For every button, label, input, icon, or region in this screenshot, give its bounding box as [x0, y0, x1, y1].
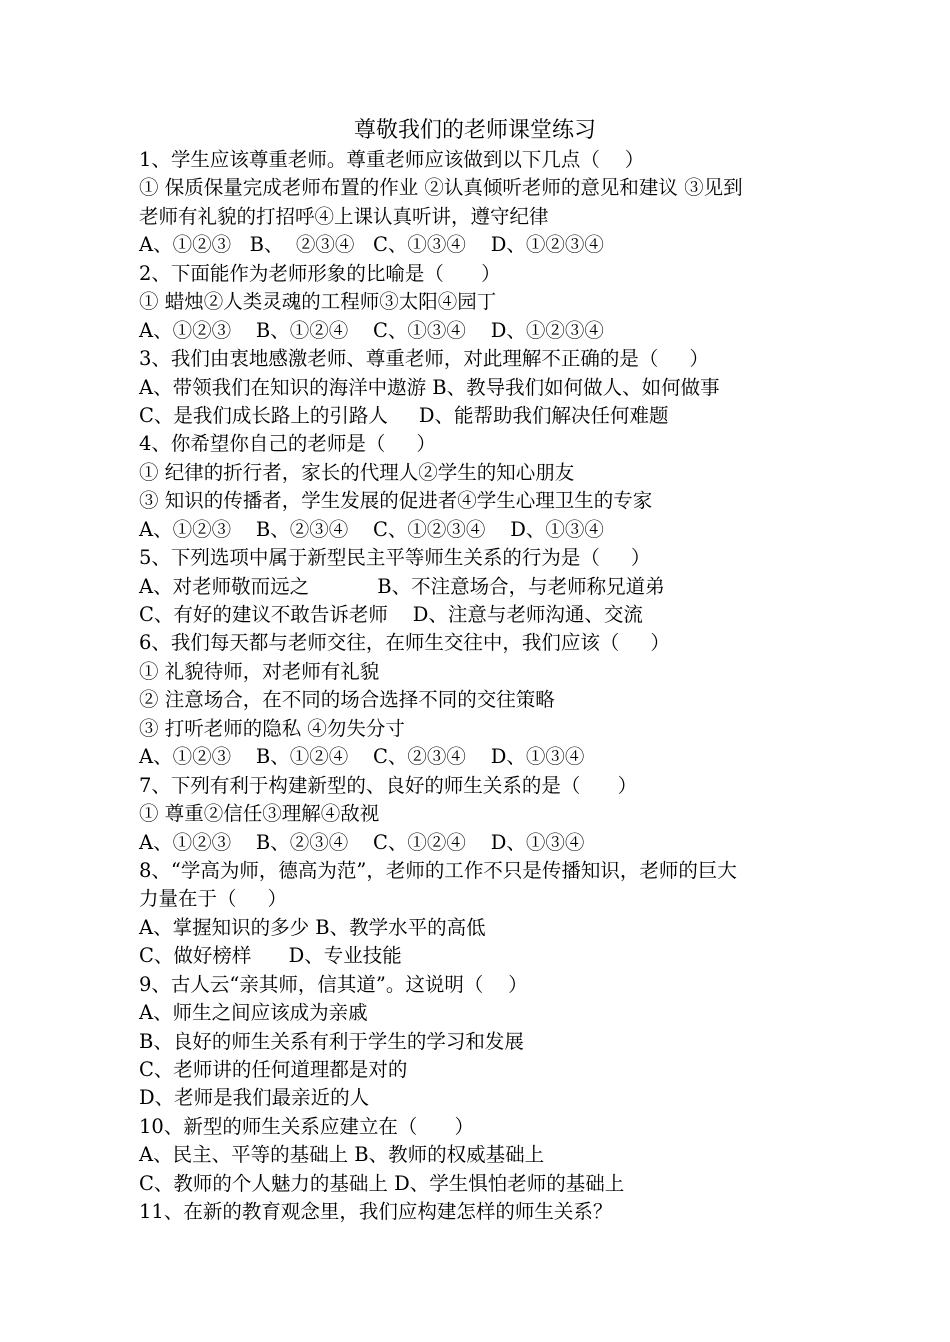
text-line: 6、我们每天都与老师交往，在师生交往中，我们应该（ ）	[139, 631, 670, 655]
text-line: 1、学生应该尊重老师。尊重老师应该做到以下几点（ ）	[139, 148, 645, 171]
text-line: 11、在新的教育观念里，我们应构建怎样的师生关系？	[139, 1200, 613, 1224]
text-line: ① 礼貌待师，对老师有礼貌	[139, 659, 380, 683]
text-line: A、掌握知识的多少 B、教学水平的高低	[139, 915, 486, 939]
text-line: ① 尊重②信任③理解④敌视	[139, 802, 380, 826]
text-line: A、对老师敬而远之 B、不注意场合，与老师称兄道弟	[139, 574, 665, 598]
text-line: C、有好的建议不敢告诉老师 D、注意与老师沟通、交流	[139, 603, 643, 626]
text-line: ② 注意场合，在不同的场合选择不同的交往策略	[139, 688, 555, 712]
text-line: ① 纪律的折行者，家长的代理人②学生的知心朋友	[139, 460, 575, 484]
text-line: D、老师是我们最亲近的人	[139, 1086, 370, 1110]
text-line: A、①②③ B、①②④ C、②③④ D、①③④	[139, 745, 585, 769]
text-line: 老师有礼貌的打招呼④上课认真听讲，遵守纪律	[139, 204, 549, 228]
text-line: A、①②③ B、①②④ C、①③④ D、①②③④	[139, 318, 604, 342]
text-line: 4、你希望你自己的老师是（ ）	[139, 432, 436, 456]
text-line: C、教师的个人魅力的基础上 D、学生惧怕老师的基础上	[139, 1171, 625, 1195]
text-line: A、带领我们在知识的海洋中遨游 B、教导我们如何做人、如何做事	[139, 375, 720, 399]
text-line: 力量在于（ ）	[139, 887, 287, 911]
text-line: A、师生之间应该成为亲戚	[139, 1001, 368, 1025]
text-line: A、①②③ B、②③④ C、①②④ D、①③④	[139, 830, 585, 854]
text-line: ③ 知识的传播者，学生发展的促进者④学生心理卫生的专家	[139, 489, 653, 513]
text-line: A、①②③ B、②③④ C、①②③④ D、①③④	[139, 517, 604, 541]
text-line: ③ 打听老师的隐私 ④勿失分寸	[139, 716, 405, 740]
text-line: A、①②③ B、 ②③④ C、①③④ D、①②③④	[139, 233, 604, 257]
text-line: ① 蜡烛②人类灵魂的工程师③太阳④园丁	[139, 290, 497, 314]
text-line: 9、古人云“亲其师，信其道”。这说明（ ）	[139, 972, 528, 996]
text-line: C、做好榜样 D、专业技能	[139, 944, 402, 968]
text-line: C、是我们成长路上的引路人 D、能帮助我们解决任何难题	[139, 403, 669, 427]
text-line: 3、我们由衷地感激老师、尊重老师，对此理解不正确的是（ ）	[139, 347, 709, 371]
text-line: C、老师讲的任何道理都是对的	[139, 1058, 408, 1081]
text-line: ① 保质保量完成老师布置的作业 ②认真倾听老师的意见和建议 ③见到	[139, 176, 743, 200]
page-title: 尊敬我们的老师课堂练习	[353, 118, 596, 143]
text-line: 8、“学高为师，德高为范”，老师的工作不只是传播知识，老师的巨大	[139, 858, 737, 882]
text-line: 5、下列选项中属于新型民主平等师生关系的行为是（ ）	[139, 546, 651, 570]
text-line: 2、下面能作为老师形象的比喻是（ ）	[139, 261, 501, 285]
exercise-body	[139, 146, 829, 1227]
text-line: 7、下列有利于构建新型的、良好的师生关系的是（ ）	[139, 773, 638, 797]
text-line: 10、新型的师生关系应建立在（ ）	[139, 1114, 475, 1138]
text-line: A、民主、平等的基础上 B、教师的权威基础上	[139, 1143, 545, 1167]
text-line: B、良好的师生关系有利于学生的学习和发展	[139, 1029, 524, 1053]
